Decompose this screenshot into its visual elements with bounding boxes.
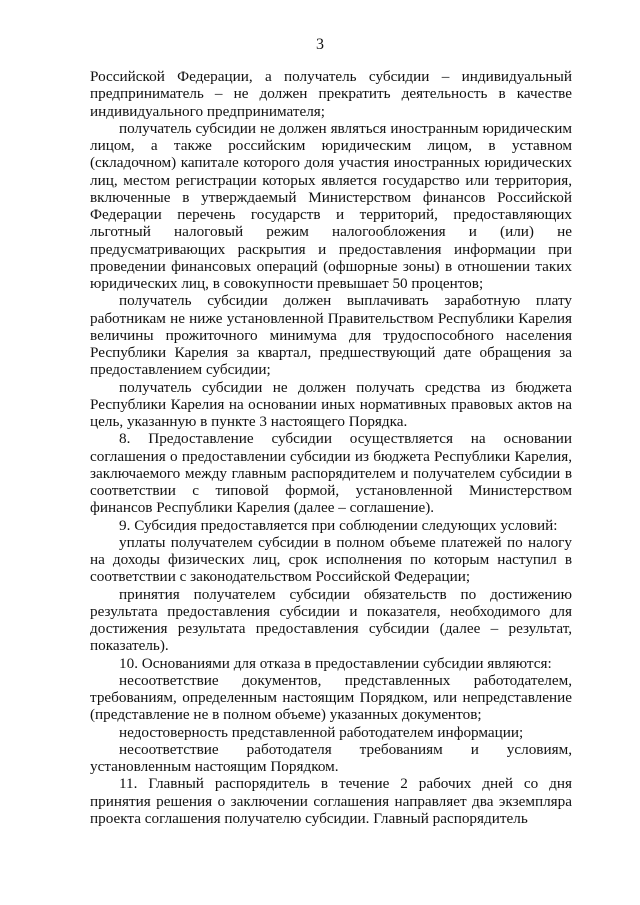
paragraph-refusal-documents: несоответствие документов, представленных работодателем, требованиям, определенным настоящим Порядком, или непредставление (представление не в полном объеме) указанных документов; (90, 671, 572, 724)
paragraph-condition-obligations: принятия получателем субсидии обязательств по достижению результата предоставления субсидии и показателя, необходимого для достижения результата предоставления субсидии (далее – результат, показатель). (90, 585, 572, 655)
paragraph-wage-requirement: получатель субсидии должен выплачивать заработную плату работникам не ниже установленной Правительством Республики Карелия величины прожиточного минимума для трудоспособного населения Республики Карелия за квартал, предшествующий дате обращения за предоставлением субсидии; (90, 292, 572, 379)
paragraph-no-other-funds-requirement: получатель субсидии не должен получать средства из бюджета Республики Карелия на основании иных нормативных правовых актов на цель, указанную в пункте 3 настоящего Порядка. (90, 378, 572, 430)
paragraph-item-8: 8. Предоставление субсидии осуществляется на основании соглашения о предоставлении субсидии из бюджета Республики Карелия, заключаемого между главным распорядителем и получателем субсидии в соответствии с типовой формой, установленной Министерством финансов Республики Карелия (далее – соглашение). (90, 430, 572, 517)
paragraph-item-10: 10. Основаниями для отказа в предоставлении субсидии являются: (119, 654, 552, 672)
paragraph-foreign-entity-requirement: получатель субсидии не должен являться иностранным юридическим лицом, а также российским юридическим лицом, в уставном (складочном) капитале которого доля участия иностранных юридических лиц, местом регистрации которых является государство или территория, включенные в утверждаемый Министерством финансов Российской Федерации перечень государств и территорий, предоставляющих льготный налоговый режим налогообложения и (или) не предусматривающих раскрытия и предоставления информации при проведении финансовых операций (офшорные зоны) в отношении таких юридических лиц, в совокупности превышает 50 процентов; (90, 119, 572, 292)
paragraph-item-9: 9. Субсидия предоставляется при соблюдении следующих условий: (119, 516, 558, 534)
document-body (90, 68, 572, 827)
paragraph-refusal-requirements: несоответствие работодателя требованиям и условиям, установленным настоящим Порядком. (90, 740, 572, 775)
paragraph-continuation: Российской Федерации, а получатель субсидии – индивидуальный предприниматель – не должен прекратить деятельность в качестве индивидуального предпринимателя; (90, 68, 572, 120)
page-number: 3 (316, 36, 324, 53)
paragraph-item-11: 11. Главный распорядитель в течение 2 рабочих дней со дня принятия решения о заключении соглашения направляет два экземпляра проекта соглашения получателю субсидии. Главный распорядитель (90, 775, 572, 827)
paragraph-condition-tax: уплаты получателем субсидии в полном объеме платежей по налогу на доходы физических лиц, срок исполнения по которым наступил в соответствии с законодательством Российской Федерации; (90, 533, 572, 586)
paragraph-refusal-information: недостоверность представленной работодателем информации; (119, 723, 524, 741)
